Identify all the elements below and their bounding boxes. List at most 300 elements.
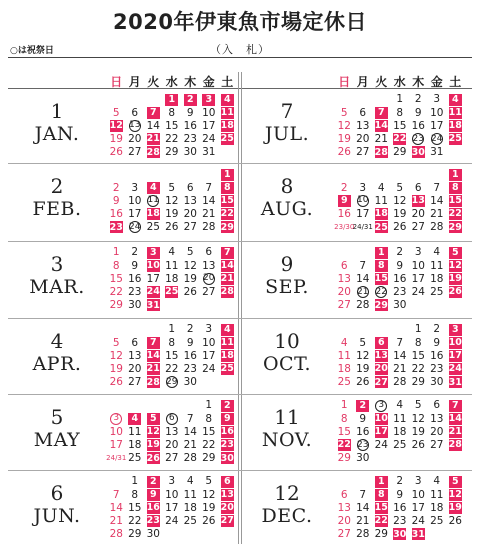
day-cell: 6	[433, 399, 441, 412]
closed-day: 28	[374, 146, 388, 158]
day-cell: 9	[359, 412, 367, 425]
day-cell: 4	[340, 336, 348, 349]
day-cell: 16	[183, 349, 197, 362]
empty-cell	[446, 452, 465, 465]
week-row	[335, 336, 465, 349]
day-cell: 27	[183, 221, 197, 234]
closed-day: 16	[146, 502, 160, 514]
closed-day: 1	[218, 168, 237, 181]
empty-cell	[126, 323, 145, 336]
empty-cell	[354, 93, 373, 106]
day-cell: 9	[112, 194, 120, 207]
empty-cell	[126, 168, 145, 181]
day-cell: 2	[396, 475, 404, 488]
closed-day: 6	[218, 475, 237, 488]
day-cell: 9	[186, 336, 194, 349]
empty-cell	[218, 299, 237, 312]
week-row	[107, 515, 237, 528]
day-cell: 22	[128, 514, 142, 527]
day-cell: 18	[430, 272, 444, 285]
day-cell: 8	[205, 412, 213, 425]
day-cell: 14	[183, 425, 197, 438]
holiday-day: 11	[147, 195, 159, 206]
closed-day: 30	[393, 528, 407, 540]
day-cell: 15	[128, 501, 142, 514]
day-cell: 20	[183, 207, 197, 220]
day-cell: 28	[430, 221, 444, 234]
empty-cell	[335, 475, 354, 488]
day-cell: 15	[337, 425, 351, 438]
month-number: 11	[274, 405, 300, 429]
day-cell: 14	[202, 194, 216, 207]
day-cell: 6	[359, 106, 367, 119]
week-row	[335, 272, 465, 285]
day-cell: 6	[186, 181, 194, 194]
day-cell: 21	[356, 514, 370, 527]
day-cell: 24	[374, 438, 388, 451]
month-name: JUN.	[33, 505, 81, 527]
week-row	[335, 194, 465, 207]
week-row	[107, 475, 237, 488]
empty-cell	[181, 168, 200, 181]
week-row	[335, 412, 465, 425]
closed-day: 22	[374, 515, 388, 527]
day-cell: 19	[109, 362, 123, 375]
day-cell: 7	[112, 488, 120, 501]
empty-cell	[200, 376, 219, 389]
month-grid	[335, 399, 465, 465]
day-cell: 11	[430, 259, 444, 272]
closed-day: 23	[109, 221, 123, 233]
closed-day: 9	[144, 488, 163, 501]
month-label	[12, 253, 102, 299]
month-label	[242, 175, 332, 221]
day-cell: 1	[205, 399, 213, 412]
day-cell: 8	[414, 336, 422, 349]
empty-cell	[163, 168, 182, 181]
day-cell: 25	[393, 438, 407, 451]
day-cell: 12	[411, 412, 425, 425]
week-row	[107, 208, 237, 221]
day-cell: 11	[393, 412, 407, 425]
week-row	[335, 323, 465, 336]
closed-day: 30	[411, 146, 425, 158]
day-cell: 19	[183, 272, 197, 285]
closed-day: 30	[220, 452, 234, 464]
day-cell: 25	[430, 514, 444, 527]
day-cell: 17	[146, 272, 160, 285]
week-row	[335, 246, 465, 259]
day-cell: 5	[186, 246, 194, 259]
day-cell: 7	[396, 336, 404, 349]
day-cell: 10	[128, 194, 142, 207]
day-cell: 11	[374, 194, 388, 207]
month-divider	[8, 163, 472, 164]
weekday-label: 土	[449, 75, 462, 89]
month-name: DEC.	[261, 505, 313, 527]
day-cell: 6	[205, 246, 213, 259]
closed-day: 15	[374, 273, 388, 285]
week-row	[107, 93, 237, 106]
closed-day: 23	[220, 439, 234, 451]
month-label	[242, 406, 332, 452]
week-row	[107, 133, 237, 146]
empty-cell	[391, 452, 410, 465]
day-cell: 22	[411, 362, 425, 375]
day-cell: 26	[393, 221, 407, 234]
week-row	[107, 194, 237, 207]
day-cell: 27	[337, 528, 351, 541]
month-label	[12, 175, 102, 221]
day-cell: 28	[356, 299, 370, 312]
day-cell: 24	[165, 514, 179, 527]
day-cell: 4	[433, 246, 441, 259]
closed-day: 12	[146, 426, 160, 438]
day-cell: 24	[202, 362, 216, 375]
day-cell: 12	[109, 349, 123, 362]
month-grid	[335, 246, 465, 312]
month-number: 5	[50, 405, 64, 429]
day-cell: 11	[337, 349, 351, 362]
closed-day: 19	[146, 439, 160, 451]
day-cell: 11	[165, 259, 179, 272]
day-cell: 6	[131, 336, 139, 349]
closed-day: 11	[220, 107, 234, 119]
closed-day: 28	[448, 439, 462, 451]
day-cell: 9	[414, 106, 422, 119]
day-cell: 26	[202, 514, 216, 527]
empty-cell	[200, 299, 219, 312]
day-cell: 10	[202, 336, 216, 349]
day-cell: 5	[205, 475, 213, 488]
closed-day: 7	[446, 399, 465, 412]
week-row	[335, 349, 465, 362]
day-cell: 3	[359, 181, 367, 194]
day-cell: 19	[393, 207, 407, 220]
closed-day: 12	[448, 489, 462, 501]
closed-day: 9	[218, 412, 237, 425]
day-cell: 25	[146, 221, 160, 234]
day-cell: 3	[131, 181, 139, 194]
week-row	[335, 528, 465, 541]
day-cell: 11	[183, 488, 197, 501]
closed-day: 10	[448, 337, 462, 349]
weekday-label: 日	[338, 75, 351, 89]
weekday-header	[335, 73, 465, 90]
closed-day: 28	[146, 376, 160, 388]
closed-day: 17	[374, 426, 388, 438]
empty-cell	[181, 399, 200, 412]
day-cell: 18	[165, 272, 179, 285]
day-cell: 3	[205, 323, 213, 336]
day-cell: 19	[202, 501, 216, 514]
empty-cell	[218, 146, 237, 159]
day-cell: 17	[202, 119, 216, 132]
month-grid	[107, 475, 237, 541]
month-number: 12	[274, 481, 300, 505]
week-row	[335, 133, 465, 146]
closed-day: 25	[220, 363, 234, 375]
closed-day: 29	[374, 299, 388, 311]
day-cell: 29	[165, 146, 179, 159]
empty-cell	[163, 399, 182, 412]
day-cell: 24/31	[352, 222, 373, 231]
closed-day: 20	[220, 502, 234, 514]
day-cell: 16	[430, 349, 444, 362]
week-row	[107, 399, 237, 412]
top-rule	[8, 57, 472, 58]
week-row	[107, 412, 237, 425]
month-name: AUG.	[260, 198, 314, 220]
holiday-day: 21	[357, 286, 369, 297]
empty-cell	[107, 475, 126, 488]
day-cell: 23	[128, 285, 142, 298]
day-cell: 14	[146, 119, 160, 132]
empty-cell	[372, 168, 391, 181]
day-cell: 15	[411, 349, 425, 362]
day-cell: 18	[393, 425, 407, 438]
closed-day: 22	[220, 208, 234, 220]
empty-cell	[218, 376, 237, 389]
day-cell: 27	[128, 376, 142, 389]
day-cell: 16	[356, 425, 370, 438]
closed-day: 14	[146, 350, 160, 362]
day-cell: 10	[202, 106, 216, 119]
empty-cell	[354, 475, 373, 488]
day-cell: 12	[165, 194, 179, 207]
week-row	[107, 363, 237, 376]
empty-cell	[428, 452, 447, 465]
day-cell: 9	[396, 488, 404, 501]
weekday-label: 水	[393, 75, 406, 89]
month-name: OCT.	[262, 353, 312, 375]
day-cell: 8	[396, 106, 404, 119]
closed-day: 21	[448, 426, 462, 438]
week-row	[107, 146, 237, 159]
day-cell: 29	[202, 452, 216, 465]
week-row	[335, 501, 465, 514]
closed-day: 2	[144, 475, 163, 488]
closed-day: 14	[374, 120, 388, 132]
closed-day: 7	[144, 336, 163, 349]
empty-cell	[107, 399, 126, 412]
closed-day: 22	[337, 439, 351, 451]
day-cell: 13	[337, 272, 351, 285]
closed-day: 24	[146, 286, 160, 298]
week-row	[107, 119, 237, 132]
month-label	[12, 100, 102, 146]
day-cell: 28	[183, 452, 197, 465]
day-cell: 26	[356, 376, 370, 389]
day-cell: 4	[377, 181, 385, 194]
closed-day: 26	[448, 286, 462, 298]
closed-day: 25	[165, 286, 179, 298]
day-cell: 24	[202, 132, 216, 145]
holiday-day: 3	[372, 399, 391, 412]
empty-cell	[181, 299, 200, 312]
day-cell: 27	[165, 452, 179, 465]
day-cell: 6	[414, 181, 422, 194]
day-cell: 19	[109, 132, 123, 145]
month-number: 1	[50, 99, 64, 123]
closed-day: 5	[446, 475, 465, 488]
day-cell: 1	[340, 399, 348, 412]
closed-day: 31	[146, 299, 160, 311]
week-row	[335, 452, 465, 465]
day-cell: 22	[165, 362, 179, 375]
day-cell: 21	[202, 207, 216, 220]
closed-day: 14	[448, 413, 462, 425]
day-cell: 6	[340, 488, 348, 501]
day-cell: 12	[356, 349, 370, 362]
week-row	[335, 221, 465, 234]
closed-day: 1	[446, 168, 465, 181]
empty-cell	[200, 528, 219, 541]
day-cell: 15	[393, 119, 407, 132]
day-cell: 26	[165, 221, 179, 234]
day-cell: 2	[186, 323, 194, 336]
month-label	[12, 482, 102, 528]
day-cell: 22	[202, 438, 216, 451]
day-cell: 4	[186, 475, 194, 488]
closed-day: 18	[146, 208, 160, 220]
closed-day: 18	[220, 350, 234, 362]
day-cell: 30	[128, 299, 142, 312]
day-cell: 11	[430, 488, 444, 501]
closed-day: 29	[220, 221, 234, 233]
closed-day: 8	[218, 181, 237, 194]
day-cell: 21	[109, 514, 123, 527]
day-cell: 5	[340, 106, 348, 119]
day-cell: 26	[411, 438, 425, 451]
day-cell: 27	[356, 146, 370, 159]
empty-cell	[409, 168, 428, 181]
day-cell: 19	[165, 207, 179, 220]
closed-day: 25	[448, 133, 462, 145]
weekday-label: 土	[221, 75, 234, 89]
day-cell: 2	[340, 181, 348, 194]
empty-cell	[181, 528, 200, 541]
day-cell: 16	[128, 272, 142, 285]
day-cell: 9	[396, 259, 404, 272]
week-row	[107, 323, 237, 336]
week-row	[335, 119, 465, 132]
day-cell: 30	[393, 299, 407, 312]
day-cell: 17	[411, 272, 425, 285]
month-name: MAR.	[29, 276, 85, 298]
page-title: 2020年伊東魚市場定休日	[113, 10, 367, 34]
day-cell: 30	[356, 452, 370, 465]
day-cell: 30	[183, 146, 197, 159]
day-cell: 1	[168, 323, 176, 336]
week-row	[107, 349, 237, 362]
day-cell: 10	[411, 488, 425, 501]
holiday-day: 23	[412, 133, 424, 144]
month-grid	[107, 323, 237, 389]
empty-cell	[218, 528, 237, 541]
day-cell: 19	[411, 425, 425, 438]
day-cell: 13	[430, 412, 444, 425]
empty-cell	[354, 323, 373, 336]
weekday-label: 火	[147, 75, 160, 89]
day-cell: 24	[411, 285, 425, 298]
day-cell: 13	[356, 119, 370, 132]
month-number: 10	[274, 329, 300, 353]
day-cell: 17	[411, 501, 425, 514]
day-cell: 26	[109, 376, 123, 389]
day-cell: 31	[430, 146, 444, 159]
weekday-label: 木	[412, 75, 425, 89]
day-cell: 6	[340, 259, 348, 272]
week-row	[107, 246, 237, 259]
empty-cell	[372, 93, 391, 106]
empty-cell	[144, 323, 163, 336]
month-name: JAN.	[34, 123, 80, 145]
empty-cell	[391, 168, 410, 181]
closed-day: 1	[372, 475, 391, 488]
empty-cell	[372, 323, 391, 336]
day-cell: 8	[112, 259, 120, 272]
closed-day: 15	[374, 502, 388, 514]
empty-cell	[126, 93, 145, 106]
day-cell: 25	[128, 452, 142, 465]
weekday-label: 火	[375, 75, 388, 89]
day-cell: 30	[430, 376, 444, 389]
holiday-day: 23	[357, 439, 369, 450]
day-cell: 2	[131, 246, 139, 259]
empty-cell	[428, 168, 447, 181]
closed-day: 11	[448, 107, 462, 119]
day-cell: 7	[205, 181, 213, 194]
day-cell: 16	[337, 207, 351, 220]
month-number: 9	[280, 252, 294, 276]
day-cell: 23	[183, 132, 197, 145]
empty-cell	[335, 93, 354, 106]
day-cell: 28	[393, 376, 407, 389]
week-row	[107, 528, 237, 541]
day-cell: 29	[374, 528, 388, 541]
day-cell: 26	[183, 285, 197, 298]
day-cell: 4	[168, 246, 176, 259]
day-cell: 13	[183, 194, 197, 207]
day-cell: 2	[112, 181, 120, 194]
day-cell: 17	[109, 438, 123, 451]
closed-day: 28	[146, 146, 160, 158]
holiday-day: 22	[375, 286, 387, 297]
month-label	[242, 482, 332, 528]
holiday-day: 10	[357, 195, 369, 206]
day-cell: 21	[183, 438, 197, 451]
day-cell: 5	[359, 336, 367, 349]
closed-day: 2	[181, 93, 200, 106]
holiday-day: 24	[129, 221, 141, 232]
auction-note: （入 札）	[210, 43, 270, 56]
week-row	[107, 299, 237, 312]
day-cell: 5	[112, 106, 120, 119]
week-row	[335, 363, 465, 376]
month-label	[242, 330, 332, 376]
closed-day: 27	[220, 515, 234, 527]
closed-day: 5	[144, 412, 163, 425]
day-cell: 20	[337, 514, 351, 527]
week-row	[107, 501, 237, 514]
holiday-day: 20	[203, 273, 215, 284]
empty-cell	[107, 93, 126, 106]
empty-cell	[428, 299, 447, 312]
empty-cell	[107, 323, 126, 336]
empty-cell	[144, 399, 163, 412]
closed-day: 7	[372, 106, 391, 119]
